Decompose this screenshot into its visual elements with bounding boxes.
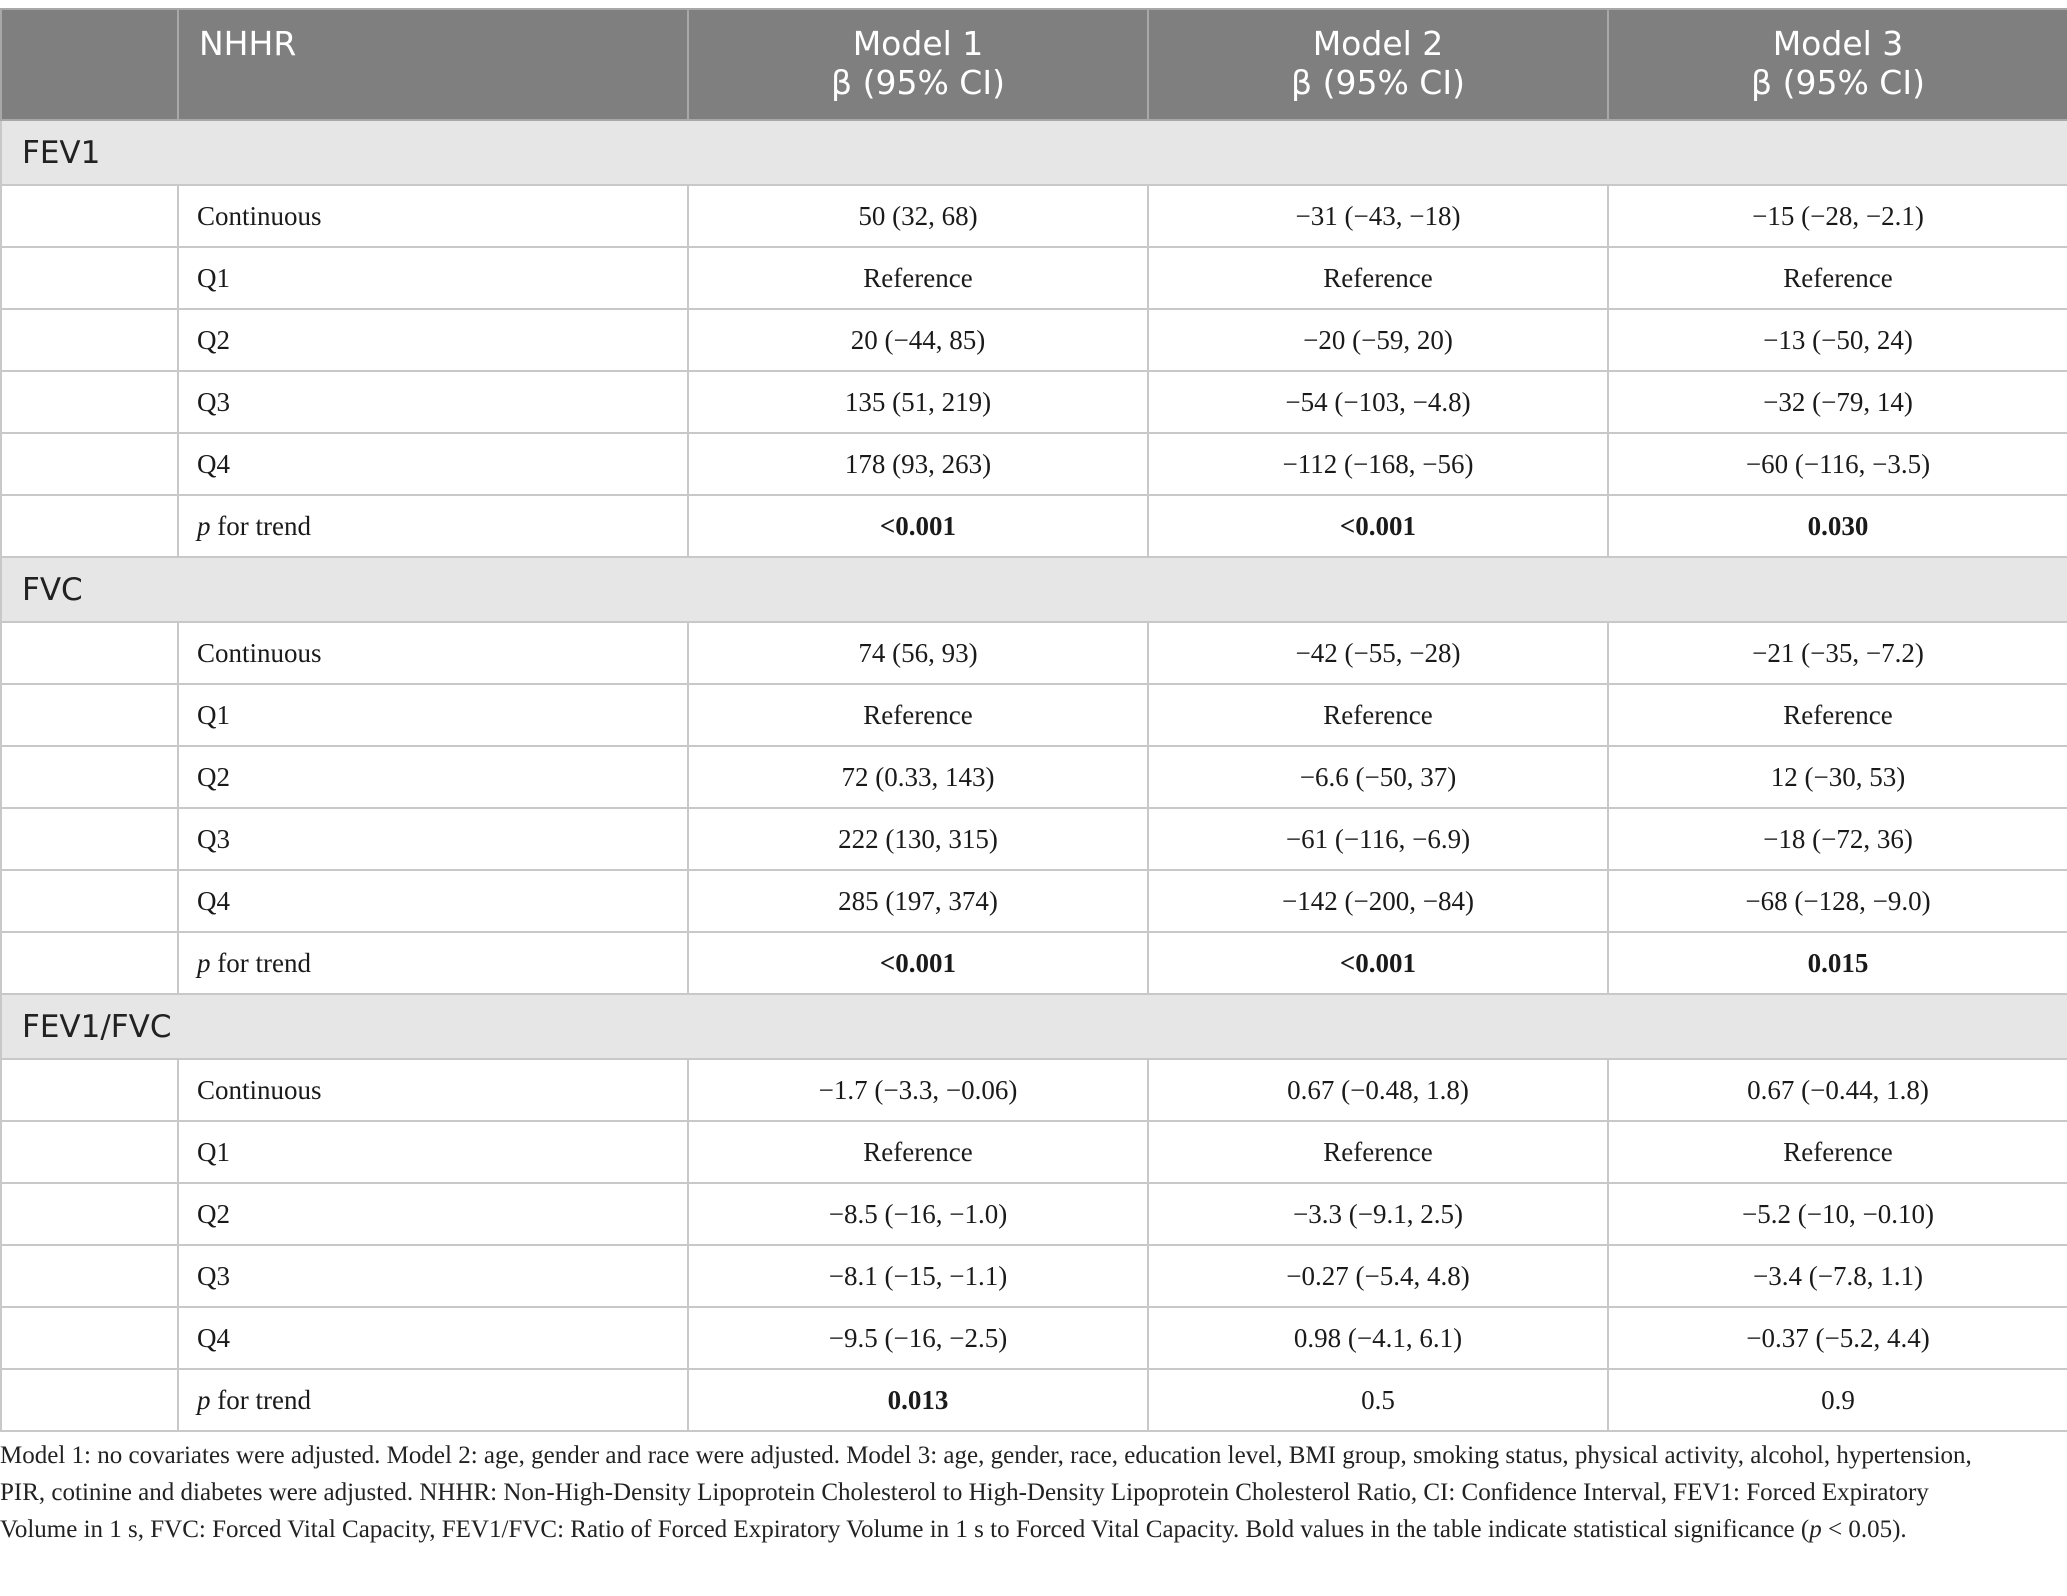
row-label-p-symbol: p xyxy=(197,510,211,541)
cell-model-2: 0.5 xyxy=(1148,1369,1608,1431)
row-label: Continuous xyxy=(178,1059,688,1121)
row-label: Continuous xyxy=(178,185,688,247)
table-row xyxy=(1,185,2067,247)
row-label: Q4 xyxy=(178,433,688,495)
cell-model-1: Reference xyxy=(688,247,1148,309)
row-blank-cell xyxy=(1,247,178,309)
cell-model-3: −15 (−28, −2.1) xyxy=(1608,185,2067,247)
cell-model-2: −3.3 (−9.1, 2.5) xyxy=(1148,1183,1608,1245)
row-label: Q3 xyxy=(178,1245,688,1307)
table-row xyxy=(1,622,2067,684)
cell-model-3: −32 (−79, 14) xyxy=(1608,371,2067,433)
table-row xyxy=(1,932,2067,994)
header-model-1-sub: β (95% CI) xyxy=(831,63,1005,102)
table-header-row xyxy=(1,9,2067,120)
cell-model-3: Reference xyxy=(1608,1121,2067,1183)
cell-model-3: −60 (−116, −3.5) xyxy=(1608,433,2067,495)
row-blank-cell xyxy=(1,684,178,746)
row-blank-cell xyxy=(1,371,178,433)
header-model-2-sub: β (95% CI) xyxy=(1291,63,1465,102)
cell-model-3: 0.015 xyxy=(1608,932,2067,994)
table-row xyxy=(1,684,2067,746)
cell-model-3: −13 (−50, 24) xyxy=(1608,309,2067,371)
table-row xyxy=(1,1307,2067,1369)
footnote xyxy=(0,1437,2000,1548)
table-row xyxy=(1,1121,2067,1183)
cell-model-3: Reference xyxy=(1608,684,2067,746)
row-blank-cell xyxy=(1,309,178,371)
cell-model-2: −42 (−55, −28) xyxy=(1148,622,1608,684)
row-blank-cell xyxy=(1,1059,178,1121)
row-label: Q1 xyxy=(178,247,688,309)
cell-model-2: Reference xyxy=(1148,1121,1608,1183)
row-blank-cell xyxy=(1,932,178,994)
cell-model-1: 222 (130, 315) xyxy=(688,808,1148,870)
header-model-3-sub: β (95% CI) xyxy=(1751,63,1925,102)
row-label: Q3 xyxy=(178,808,688,870)
cell-model-2: −31 (−43, −18) xyxy=(1148,185,1608,247)
table-row xyxy=(1,1059,2067,1121)
row-blank-cell xyxy=(1,808,178,870)
cell-model-2: −61 (−116, −6.9) xyxy=(1148,808,1608,870)
table-row xyxy=(1,870,2067,932)
row-label-text: for trend xyxy=(217,1384,311,1415)
section-title: FEV1/FVC xyxy=(1,994,2067,1059)
row-blank-cell xyxy=(1,1369,178,1431)
table-row xyxy=(1,433,2067,495)
cell-model-1: 50 (32, 68) xyxy=(688,185,1148,247)
section-row xyxy=(1,994,2067,1059)
cell-model-1: −9.5 (−16, −2.5) xyxy=(688,1307,1148,1369)
cell-model-2: −112 (−168, −56) xyxy=(1148,433,1608,495)
row-label: Q2 xyxy=(178,1183,688,1245)
row-label-p-symbol: p xyxy=(197,1384,211,1415)
row-blank-cell xyxy=(1,433,178,495)
row-label xyxy=(178,932,688,994)
section-title: FVC xyxy=(1,557,2067,622)
row-blank-cell xyxy=(1,1307,178,1369)
table-row xyxy=(1,1245,2067,1307)
cell-model-1: 178 (93, 263) xyxy=(688,433,1148,495)
cell-model-2: −6.6 (−50, 37) xyxy=(1148,746,1608,808)
cell-model-2: 0.98 (−4.1, 6.1) xyxy=(1148,1307,1608,1369)
cell-model-1: 74 (56, 93) xyxy=(688,622,1148,684)
table-row xyxy=(1,746,2067,808)
row-label: Continuous xyxy=(178,622,688,684)
cell-model-1: Reference xyxy=(688,1121,1148,1183)
cell-model-2: −54 (−103, −4.8) xyxy=(1148,371,1608,433)
row-label-p-symbol: p xyxy=(197,947,211,978)
cell-model-1: <0.001 xyxy=(688,932,1148,994)
row-label-text: for trend xyxy=(217,510,311,541)
row-blank-cell xyxy=(1,1183,178,1245)
cell-model-3: −3.4 (−7.8, 1.1) xyxy=(1608,1245,2067,1307)
cell-model-3: −5.2 (−10, −0.10) xyxy=(1608,1183,2067,1245)
cell-model-1: 0.013 xyxy=(688,1369,1148,1431)
cell-model-3: Reference xyxy=(1608,247,2067,309)
row-label: Q2 xyxy=(178,309,688,371)
header-model-2 xyxy=(1148,9,1608,120)
row-label: Q4 xyxy=(178,1307,688,1369)
cell-model-1: 135 (51, 219) xyxy=(688,371,1148,433)
row-label: Q1 xyxy=(178,684,688,746)
cell-model-2: Reference xyxy=(1148,247,1608,309)
header-blank-cell xyxy=(1,9,178,120)
row-blank-cell xyxy=(1,185,178,247)
table-row xyxy=(1,1369,2067,1431)
cell-model-3: −0.37 (−5.2, 4.4) xyxy=(1608,1307,2067,1369)
table-row xyxy=(1,495,2067,557)
cell-model-3: −68 (−128, −9.0) xyxy=(1608,870,2067,932)
cell-model-2: <0.001 xyxy=(1148,495,1608,557)
section-title: FEV1 xyxy=(1,120,2067,185)
row-blank-cell xyxy=(1,870,178,932)
header-model-1 xyxy=(688,9,1148,120)
cell-model-2: Reference xyxy=(1148,684,1608,746)
table-body xyxy=(1,120,2067,1431)
header-nhhr: NHHR xyxy=(178,9,688,120)
row-blank-cell xyxy=(1,746,178,808)
row-label: Q1 xyxy=(178,1121,688,1183)
cell-model-3: 0.67 (−0.44, 1.8) xyxy=(1608,1059,2067,1121)
cell-model-2: −20 (−59, 20) xyxy=(1148,309,1608,371)
cell-model-3: −21 (−35, −7.2) xyxy=(1608,622,2067,684)
cell-model-1: −1.7 (−3.3, −0.06) xyxy=(688,1059,1148,1121)
row-label: Q3 xyxy=(178,371,688,433)
table-row xyxy=(1,247,2067,309)
footnote-text-before: Model 1: no covariates were adjusted. Model 2: age, gender and race were adjusted. Model 3: age, gender, race, education level, BMI group, smoking status, physical activity, alcohol, hypertension, PIR, cotinine and diabetes were adjusted. NHHR: Non-High-Density Lipoprotein Cholesterol to High-Density Lipoprotein Cholesterol Ratio, CI: Confidence Interval, FEV1: Forced Expiratory Volume in 1 s, FVC: Forced Vital Capacity, FEV1/FVC: Ratio of Forced Expiratory Volume in 1 s to Forced Vital Capacity. Bold values in the table indicate statistical significance ( xyxy=(0,1442,1972,1543)
table-row xyxy=(1,371,2067,433)
cell-model-1: −8.5 (−16, −1.0) xyxy=(688,1183,1148,1245)
results-table xyxy=(0,8,2067,1432)
header-model-1-name: Model 1 xyxy=(852,24,984,63)
row-blank-cell xyxy=(1,622,178,684)
row-label xyxy=(178,1369,688,1431)
footnote-text-after: < 0.05). xyxy=(1821,1516,1907,1543)
table-row xyxy=(1,309,2067,371)
cell-model-3: 0.030 xyxy=(1608,495,2067,557)
row-blank-cell xyxy=(1,495,178,557)
row-label-text: for trend xyxy=(217,947,311,978)
cell-model-1: 285 (197, 374) xyxy=(688,870,1148,932)
cell-model-3: 12 (−30, 53) xyxy=(1608,746,2067,808)
cell-model-3: 0.9 xyxy=(1608,1369,2067,1431)
cell-model-2: <0.001 xyxy=(1148,932,1608,994)
cell-model-2: 0.67 (−0.48, 1.8) xyxy=(1148,1059,1608,1121)
row-label: Q2 xyxy=(178,746,688,808)
cell-model-2: −142 (−200, −84) xyxy=(1148,870,1608,932)
cell-model-1: Reference xyxy=(688,684,1148,746)
cell-model-3: −18 (−72, 36) xyxy=(1608,808,2067,870)
row-label xyxy=(178,495,688,557)
footnote-p-symbol: p xyxy=(1809,1516,1822,1543)
section-row xyxy=(1,120,2067,185)
cell-model-1: 20 (−44, 85) xyxy=(688,309,1148,371)
header-model-3 xyxy=(1608,9,2067,120)
row-label: Q4 xyxy=(178,870,688,932)
section-row xyxy=(1,557,2067,622)
row-blank-cell xyxy=(1,1121,178,1183)
table-row xyxy=(1,1183,2067,1245)
cell-model-2: −0.27 (−5.4, 4.8) xyxy=(1148,1245,1608,1307)
cell-model-1: 72 (0.33, 143) xyxy=(688,746,1148,808)
cell-model-1: −8.1 (−15, −1.1) xyxy=(688,1245,1148,1307)
table-row xyxy=(1,808,2067,870)
cell-model-1: <0.001 xyxy=(688,495,1148,557)
row-blank-cell xyxy=(1,1245,178,1307)
header-model-3-name: Model 3 xyxy=(1772,24,1904,63)
header-model-2-name: Model 2 xyxy=(1312,24,1444,63)
